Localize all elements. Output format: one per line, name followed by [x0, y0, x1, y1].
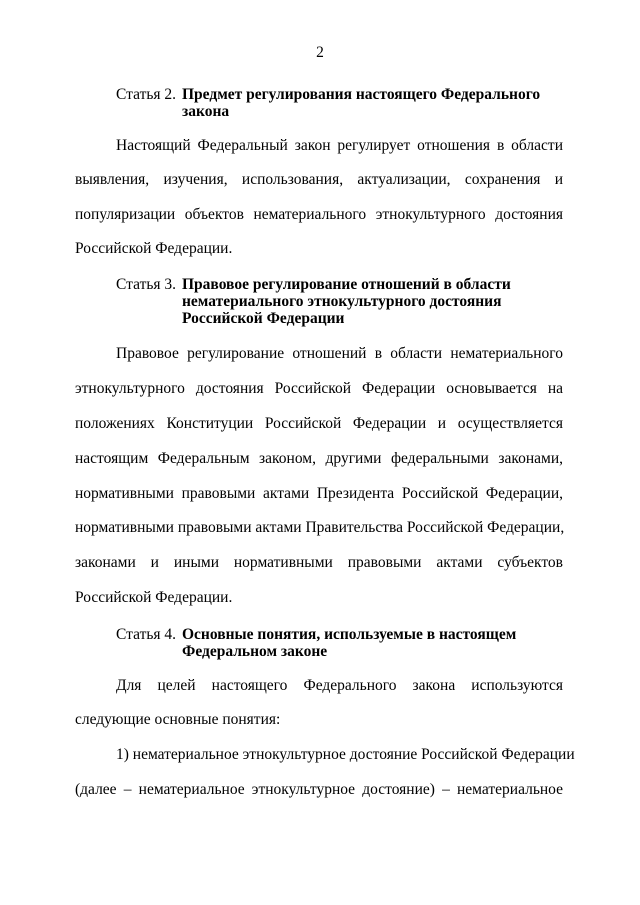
article-3-title [182, 276, 511, 327]
article-3-text-line: положениях Конституции Российской Федерации и осуществляется [75, 415, 563, 432]
page-number: 2 [316, 44, 324, 61]
article-4-label: Статья 4. [116, 626, 177, 643]
article-3-title-line: Правовое регулирование отношений в области [182, 276, 511, 293]
article-2-title-line: Предмет регулирования настоящего Федерального [182, 86, 541, 103]
article-3-text-line: нормативными правовыми актами Правительства Российской Федерации, [75, 519, 565, 536]
article-3-text-line: нормативными правовыми актами Президента Российской Федерации, [75, 485, 563, 502]
article-3-text-line: законами и иными нормативными правовыми актами субъектов [75, 554, 563, 571]
article-2-title [182, 86, 540, 120]
article-2-heading [116, 86, 576, 120]
article-2-title-line: закона [182, 103, 230, 120]
article-4-title-line: Основные понятия, используемые в настоящем [182, 626, 517, 643]
article-3-title-line: Российской Федерации [182, 310, 345, 327]
article-3-label: Статья 3. [116, 276, 177, 293]
article-2-label: Статья 2. [116, 86, 177, 103]
article-4-text-line: следующие основные понятия: [75, 711, 281, 728]
article-2-text-line: выявления, изучения, использования, актуализации, сохранения и [75, 171, 563, 188]
article-4-title-line: Федеральном законе [182, 643, 328, 660]
article-3-text-line: Правовое регулирование отношений в области нематериального [116, 345, 563, 362]
article-2-text-line: популяризации объектов нематериального этнокультурного достояния [75, 206, 563, 223]
article-4-heading [116, 626, 576, 660]
article-3-title-line: нематериального этнокультурного достояния [182, 293, 502, 310]
article-3-text-line: настоящим Федеральным законом, другими федеральными законами, [75, 450, 563, 467]
article-3-heading [116, 276, 576, 327]
article-3-text-line: этнокультурного достояния Российской Федерации основывается на [75, 380, 563, 397]
article-4-text-line: 1) нематериальное этнокультурное достояние Российской Федерации [116, 746, 575, 763]
article-4-text-line: (далее – нематериальное этнокультурное достояние) – нематериальное [75, 781, 563, 798]
article-2-text-line: Настоящий Федеральный закон регулирует отношения в области [116, 137, 563, 154]
article-4-text-line: Для целей настоящего Федерального закона используются [116, 677, 563, 694]
article-2-text-line: Российской Федерации. [75, 240, 233, 257]
article-4-title [182, 626, 516, 660]
article-3-text-line: Российской Федерации. [75, 589, 233, 606]
